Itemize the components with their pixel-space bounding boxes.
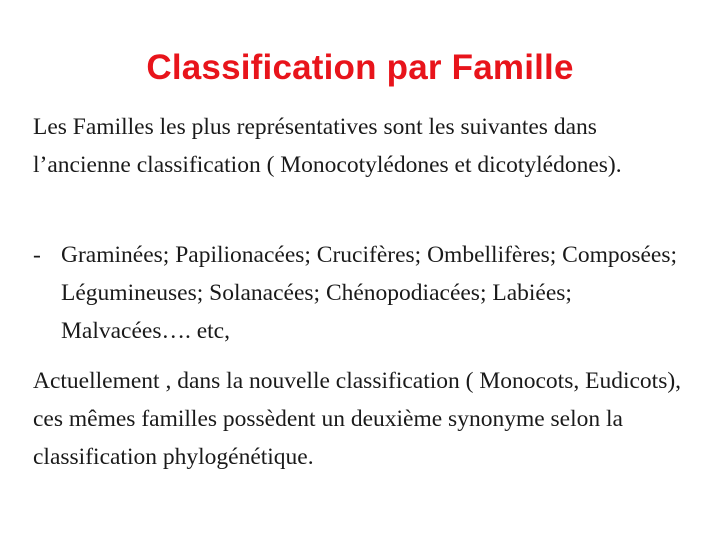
bullet-marker: - <box>33 242 41 268</box>
closing-paragraph: Actuellement , dans la nouvelle classification ( Monocots, Eudicots), ces mêmes familles possèdent un deuxième synonyme selon la classification phylogénétique. <box>33 368 682 470</box>
family-list-bullet <box>33 236 693 350</box>
intro-paragraph: Les Familles les plus représentatives sont les suivantes dans l’ancienne classification ( Monocotylédones et dicotylédones). <box>33 114 622 178</box>
family-list-text: Graminées; Papilionacées; Crucifères; Ombellifères; Composées; Légumineuses; Solanacées; Chénopodiacées; Labiées; Malvacées…. etc, <box>61 242 678 344</box>
slide-title: Classification par Famille <box>146 48 574 87</box>
